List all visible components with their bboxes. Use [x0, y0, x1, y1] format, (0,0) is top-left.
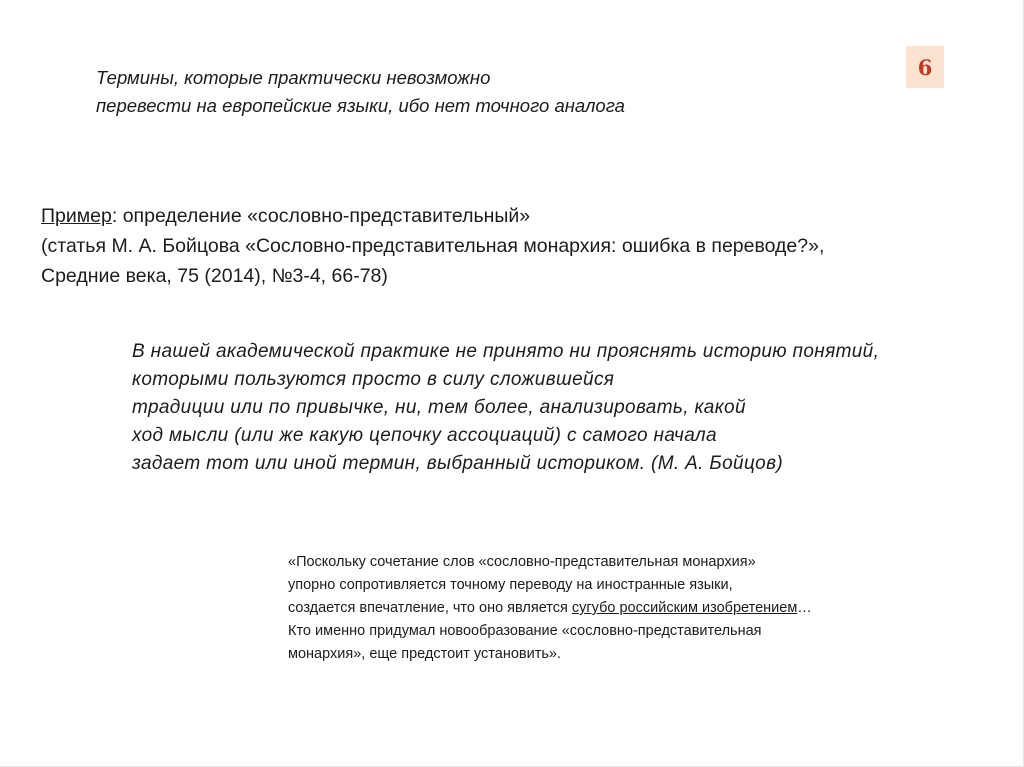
secondary-quote-line-3-start: создается впечатление, что оно является [288, 600, 572, 616]
slide-heading [96, 64, 736, 120]
main-quote [132, 338, 1012, 478]
example-line-1 [41, 201, 941, 231]
example-definition: : определение «сословно-представительный» [111, 205, 531, 227]
secondary-quote-line-1: «Поскольку сочетание слов «сословно-представительная монархия» [288, 554, 756, 570]
secondary-quote-line-3 [288, 597, 908, 620]
heading-line-1: Термины, которые практически невозможно [96, 67, 491, 88]
main-quote-line: задает тот или иной термин, выбранный историком. (М. А. Бойцов) [132, 453, 784, 474]
main-quote-line: В нашей академической практике не принято ни прояснять историю понятий, [132, 341, 880, 362]
main-quote-line: ход мысли (или же какую цепочку ассоциаций) с самого начала [132, 425, 717, 446]
secondary-quote [288, 551, 908, 666]
main-quote-line: которыми пользуются просто в силу сложившейся [132, 369, 615, 390]
main-quote-line: традиции или по привычке, ни, тем более, анализировать, какой [132, 397, 746, 418]
example-source: Средние века, 75 (2014), №3-4, 66-78) [41, 265, 388, 287]
heading-line-2: перевести на европейские языки, ибо нет точного аналога [96, 95, 625, 116]
example-citation: (статья М. А. Бойцова «Сословно-представительная монархия: ошибка в переводе?», [41, 235, 825, 257]
example-label: Пример [41, 205, 112, 227]
slide-number-badge [906, 46, 944, 88]
ellipsis: … [797, 600, 812, 616]
secondary-quote-line-4: Кто именно придумал новообразование «сословно-представительная [288, 623, 762, 639]
secondary-quote-line-5: монархия», еще предстоит установить». [288, 646, 561, 662]
example-block [41, 201, 941, 291]
underlined-phrase: сугубо российским изобретением [571, 600, 798, 616]
secondary-quote-line-2: упорно сопротивляется точному переводу на иностранные языки, [288, 577, 733, 593]
slide-number: 6 [917, 54, 933, 80]
